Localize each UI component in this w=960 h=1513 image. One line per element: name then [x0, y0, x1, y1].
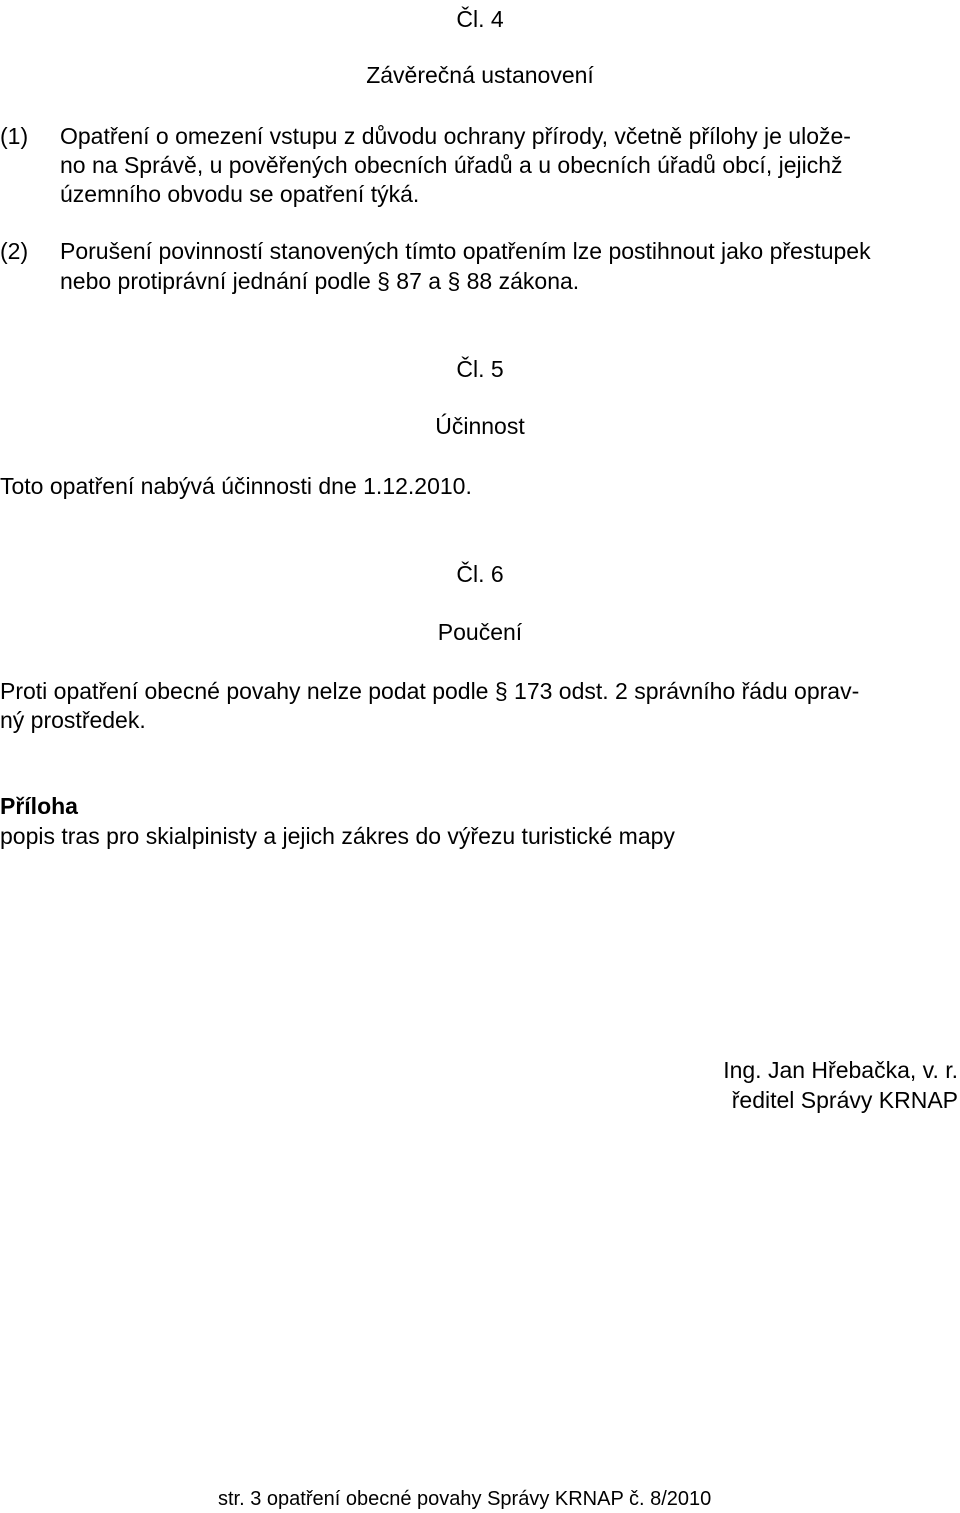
- paragraph-2-number: (2): [0, 238, 29, 264]
- article-6-line-1: Proti opatření obecné povahy nelze podat podle § 173 odst. 2 správního řádu oprav-: [0, 678, 860, 704]
- article-4-title: Závěrečná ustanovení: [366, 62, 594, 88]
- article-5-title: Účinnost: [435, 413, 525, 439]
- attachment-text: popis tras pro skialpinisty a jejich zákres do výřezu turistické mapy: [0, 823, 675, 849]
- attachment-label: Příloha: [0, 793, 78, 819]
- paragraph-1-line-1: Opatření o omezení vstupu z důvodu ochrany přírody, včetně přílohy je ulože-: [60, 123, 851, 149]
- page-footer: str. 3 opatření obecné povahy Správy KRNAP č. 8/2010: [218, 1488, 712, 1510]
- article-5-heading: Čl. 5: [456, 356, 504, 382]
- paragraph-1-number: (1): [0, 123, 29, 149]
- paragraph-1-line-2: no na Správě, u pověřených obecních úřadů a u obecních úřadů obcí, jejichž: [60, 152, 843, 178]
- article-6-line-2: ný prostředek.: [0, 707, 146, 733]
- signature-position: ředitel Správy KRNAP: [731, 1087, 958, 1113]
- article-4-heading: Čl. 4: [456, 6, 504, 32]
- article-5-text: Toto opatření nabývá účinnosti dne 1.12.2010.: [0, 473, 472, 499]
- article-6-heading: Čl. 6: [456, 561, 504, 587]
- paragraph-2-line-2: nebo protiprávní jednání podle § 87 a § 88 zákona.: [60, 268, 580, 294]
- paragraph-2-line-1: Porušení povinností stanovených tímto opatřením lze postihnout jako přestupek: [60, 238, 871, 264]
- signature-name: Ing. Jan Hřebačka, v. r.: [723, 1057, 958, 1083]
- paragraph-1-line-3: územního obvodu se opatření týká.: [60, 181, 420, 207]
- article-6-title: Poučení: [437, 619, 523, 645]
